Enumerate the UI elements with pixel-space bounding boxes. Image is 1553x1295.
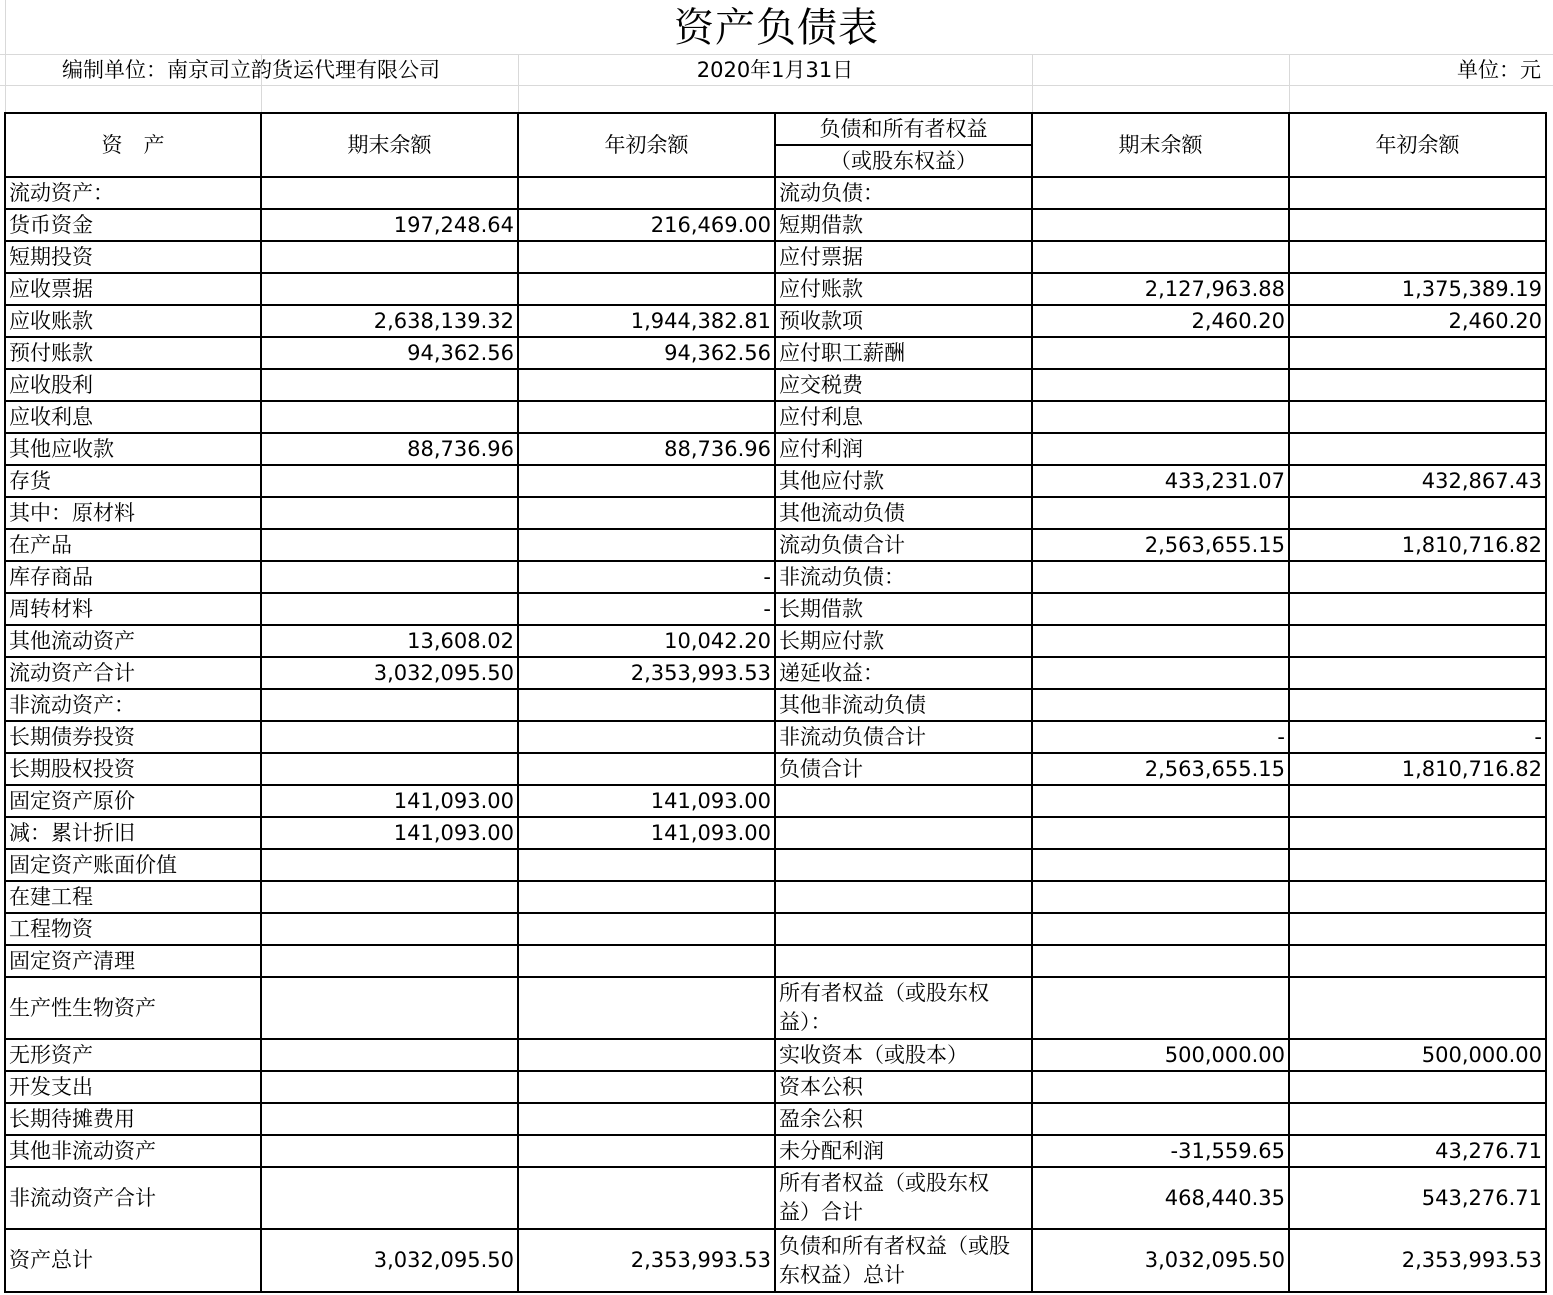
asset-ending-balance[interactable]	[261, 849, 518, 881]
liability-item-label: 应付账款	[779, 277, 863, 301]
liability-beginning-balance[interactable]: 43,276.71	[1435, 1139, 1542, 1163]
liability-ending-balance[interactable]: 2,563,655.15	[1144, 757, 1285, 781]
asset-ending-balance[interactable]: 3,032,095.50	[373, 1248, 514, 1272]
liability-item-label: 所有者权益（或股东权益）合计	[779, 1171, 989, 1224]
asset-ending-balance[interactable]	[261, 465, 518, 497]
asset-beginning-balance[interactable]	[518, 1135, 775, 1167]
asset-ending-balance[interactable]: 197,248.64	[393, 213, 514, 237]
asset-ending-balance[interactable]	[261, 497, 518, 529]
asset-beginning-balance[interactable]: 94,362.56	[664, 341, 771, 365]
liability-item-label: 流动负债合计	[779, 533, 905, 557]
asset-item-label: 周转材料	[9, 597, 93, 621]
liability-ending-balance[interactable]: 500,000.00	[1164, 1043, 1285, 1067]
asset-beginning-balance[interactable]	[518, 849, 775, 881]
asset-item-label: 存货	[9, 469, 51, 493]
liability-ending-balance[interactable]: 2,460.20	[1191, 309, 1285, 333]
header-liabilities-beginning-balance: 年初余额	[1375, 133, 1460, 157]
asset-item-label: 非流动资产：	[9, 693, 135, 717]
liability-item-label	[775, 913, 1032, 945]
asset-ending-balance[interactable]	[261, 369, 518, 401]
liability-item-label: 流动负债：	[779, 181, 884, 205]
asset-item-label: 长期债券投资	[9, 725, 135, 749]
header-liabilities-equity: 负债和所有者权益	[819, 117, 988, 141]
liability-item-label	[775, 881, 1032, 913]
liability-beginning-balance[interactable]	[1289, 241, 1546, 273]
asset-beginning-balance[interactable]	[518, 241, 775, 273]
liability-ending-balance[interactable]: 2,563,655.15	[1144, 533, 1285, 557]
liability-item-label: 所有者权益（或股东权益）：	[779, 981, 989, 1034]
liability-beginning-balance[interactable]: 543,276.71	[1421, 1186, 1542, 1210]
asset-beginning-balance[interactable]	[518, 913, 775, 945]
liability-beginning-balance[interactable]	[1289, 881, 1546, 913]
asset-beginning-balance[interactable]	[518, 465, 775, 497]
liability-item-label: 非流动负债：	[779, 565, 905, 589]
liability-beginning-balance[interactable]	[1289, 785, 1546, 817]
asset-ending-balance[interactable]	[261, 177, 518, 209]
liability-item-label: 非流动负债合计	[779, 725, 926, 749]
liability-item-label: 应付职工薪酬	[779, 341, 905, 365]
asset-ending-balance[interactable]	[261, 977, 518, 1039]
liability-beginning-balance[interactable]	[1289, 369, 1546, 401]
liability-ending-balance[interactable]: 3,032,095.50	[1144, 1248, 1285, 1272]
gridline	[1032, 54, 1033, 112]
asset-ending-balance[interactable]	[261, 273, 518, 305]
liability-ending-balance[interactable]	[1032, 209, 1289, 241]
liability-item-label	[775, 785, 1032, 817]
asset-beginning-balance[interactable]: -	[763, 597, 771, 621]
liability-beginning-balance[interactable]	[1289, 1071, 1546, 1103]
asset-beginning-balance[interactable]	[518, 1039, 775, 1071]
asset-beginning-balance[interactable]	[518, 401, 775, 433]
asset-beginning-balance[interactable]	[518, 945, 775, 977]
asset-beginning-balance[interactable]: 2,353,993.53	[630, 661, 771, 685]
asset-beginning-balance[interactable]: 2,353,993.53	[630, 1248, 771, 1272]
asset-beginning-balance[interactable]	[518, 273, 775, 305]
liability-item-label: 应交税费	[779, 373, 863, 397]
currency-unit: 单位：元	[1457, 58, 1541, 82]
liability-beginning-balance[interactable]	[1289, 497, 1546, 529]
liability-beginning-balance[interactable]	[1289, 945, 1546, 977]
liability-item-label: 盈余公积	[779, 1107, 863, 1131]
asset-ending-balance[interactable]: 2,638,139.32	[373, 309, 514, 333]
liability-item-label: 未分配利润	[779, 1139, 884, 1163]
asset-item-label: 预付账款	[9, 341, 93, 365]
liability-ending-balance[interactable]	[1032, 945, 1289, 977]
gridline	[0, 85, 1553, 86]
liability-ending-balance[interactable]	[1032, 689, 1289, 721]
asset-item-label: 应收票据	[9, 277, 93, 301]
header-liabilities-equity-subtitle: （或股东权益）	[830, 149, 977, 173]
liability-ending-balance[interactable]: -31,559.65	[1170, 1139, 1285, 1163]
liability-beginning-balance[interactable]	[1289, 817, 1546, 849]
liability-ending-balance[interactable]	[1032, 1103, 1289, 1135]
asset-item-label: 固定资产账面价值	[9, 853, 177, 877]
liability-beginning-balance[interactable]: -	[1534, 725, 1542, 749]
asset-beginning-balance[interactable]: 141,093.00	[650, 821, 771, 845]
liability-item-label: 预收款项	[779, 309, 863, 333]
asset-ending-balance[interactable]	[261, 1103, 518, 1135]
liability-item-label: 其他流动负债	[779, 501, 905, 525]
liability-beginning-balance[interactable]: 500,000.00	[1421, 1043, 1542, 1067]
liability-beginning-balance[interactable]	[1289, 913, 1546, 945]
asset-item-label: 应收股利	[9, 373, 93, 397]
liability-beginning-balance[interactable]	[1289, 337, 1546, 369]
liability-beginning-balance[interactable]	[1289, 433, 1546, 465]
liability-ending-balance[interactable]	[1032, 593, 1289, 625]
asset-beginning-balance[interactable]	[518, 369, 775, 401]
liability-beginning-balance[interactable]: 1,810,716.82	[1401, 533, 1542, 557]
liability-ending-balance[interactable]	[1032, 561, 1289, 593]
asset-beginning-balance[interactable]	[518, 1167, 775, 1229]
liability-ending-balance[interactable]	[1032, 369, 1289, 401]
liability-beginning-balance[interactable]: 1,375,389.19	[1401, 277, 1542, 301]
liability-ending-balance[interactable]	[1032, 657, 1289, 689]
asset-ending-balance[interactable]	[261, 401, 518, 433]
asset-beginning-balance[interactable]	[518, 1103, 775, 1135]
asset-ending-balance[interactable]	[261, 593, 518, 625]
asset-ending-balance[interactable]	[261, 721, 518, 753]
header-assets-beginning-balance: 年初余额	[604, 133, 689, 157]
asset-item-label: 流动资产：	[9, 181, 114, 205]
asset-item-label: 库存商品	[9, 565, 93, 589]
liability-beginning-balance[interactable]	[1289, 401, 1546, 433]
gridline	[0, 54, 1553, 55]
asset-item-label: 其中：原材料	[9, 501, 135, 525]
asset-beginning-balance[interactable]	[518, 753, 775, 785]
liability-ending-balance[interactable]	[1032, 977, 1289, 1039]
asset-ending-balance[interactable]	[261, 1135, 518, 1167]
liability-ending-balance[interactable]	[1032, 241, 1289, 273]
liability-ending-balance[interactable]	[1032, 401, 1289, 433]
asset-beginning-balance[interactable]	[518, 529, 775, 561]
asset-item-label: 其他非流动资产	[9, 1139, 156, 1163]
report-date: 2020年1月31日	[696, 58, 854, 82]
liability-ending-balance[interactable]	[1032, 337, 1289, 369]
asset-item-label: 应收利息	[9, 405, 93, 429]
asset-ending-balance[interactable]: 141,093.00	[393, 789, 514, 813]
liability-ending-balance[interactable]	[1032, 497, 1289, 529]
liability-beginning-balance[interactable]	[1289, 689, 1546, 721]
page-title: 资产负债表	[674, 5, 879, 51]
asset-ending-balance[interactable]	[261, 945, 518, 977]
liability-ending-balance[interactable]	[1032, 625, 1289, 657]
asset-item-label: 应收账款	[9, 309, 93, 333]
asset-ending-balance[interactable]	[261, 689, 518, 721]
liability-beginning-balance[interactable]	[1289, 593, 1546, 625]
gridline	[1289, 54, 1290, 112]
liability-ending-balance[interactable]	[1032, 1071, 1289, 1103]
header-assets-ending-balance: 期末余额	[347, 133, 432, 157]
liability-item-label: 长期应付款	[779, 629, 884, 653]
liability-item-label: 应付利润	[779, 437, 863, 461]
header-assets: 资 产	[101, 133, 165, 157]
asset-beginning-balance[interactable]: -	[763, 565, 771, 589]
asset-beginning-balance[interactable]	[518, 977, 775, 1039]
asset-beginning-balance[interactable]	[518, 497, 775, 529]
liability-beginning-balance[interactable]: 1,810,716.82	[1401, 757, 1542, 781]
organization-label: 编制单位：南京司立韵货运代理有限公司	[62, 58, 440, 82]
asset-item-label: 在建工程	[9, 885, 93, 909]
liability-ending-balance[interactable]	[1032, 433, 1289, 465]
asset-ending-balance[interactable]: 141,093.00	[393, 821, 514, 845]
header-liabilities-ending-balance: 期末余额	[1118, 133, 1203, 157]
liability-item-label	[775, 817, 1032, 849]
liability-item-label: 应付票据	[779, 245, 863, 269]
liability-ending-balance[interactable]	[1032, 849, 1289, 881]
liability-beginning-balance[interactable]	[1289, 849, 1546, 881]
liability-beginning-balance[interactable]	[1289, 657, 1546, 689]
asset-beginning-balance[interactable]	[518, 177, 775, 209]
asset-item-label: 流动资产合计	[9, 661, 135, 685]
asset-ending-balance[interactable]	[261, 529, 518, 561]
asset-item-label: 固定资产原价	[9, 789, 135, 813]
liability-beginning-balance[interactable]	[1289, 209, 1546, 241]
liability-beginning-balance[interactable]	[1289, 625, 1546, 657]
liability-item-label	[775, 945, 1032, 977]
asset-beginning-balance[interactable]: 216,469.00	[650, 213, 771, 237]
asset-ending-balance[interactable]	[261, 1039, 518, 1071]
asset-item-label: 资产总计	[9, 1248, 93, 1272]
asset-item-label: 生产性生物资产	[9, 996, 156, 1020]
asset-ending-balance[interactable]	[261, 1167, 518, 1229]
asset-ending-balance[interactable]: 13,608.02	[407, 629, 514, 653]
liability-ending-balance[interactable]: 2,127,963.88	[1144, 277, 1285, 301]
liability-beginning-balance[interactable]: 432,867.43	[1421, 469, 1542, 493]
asset-item-label: 短期投资	[9, 245, 93, 269]
asset-ending-balance[interactable]: 3,032,095.50	[373, 661, 514, 685]
liability-beginning-balance[interactable]	[1289, 177, 1546, 209]
liability-item-label: 其他非流动负债	[779, 693, 926, 717]
liability-item-label: 实收资本（或股本）	[779, 1043, 968, 1067]
liability-ending-balance[interactable]: -	[1277, 725, 1285, 749]
asset-item-label: 长期股权投资	[9, 757, 135, 781]
asset-item-label: 工程物资	[9, 917, 93, 941]
asset-ending-balance[interactable]	[261, 753, 518, 785]
liability-ending-balance[interactable]: 468,440.35	[1164, 1186, 1285, 1210]
liability-item-label: 短期借款	[779, 213, 863, 237]
liability-item-label: 递延收益：	[779, 661, 884, 685]
asset-ending-balance[interactable]	[261, 241, 518, 273]
liability-beginning-balance[interactable]	[1289, 561, 1546, 593]
asset-ending-balance[interactable]: 94,362.56	[407, 341, 514, 365]
asset-ending-balance[interactable]	[261, 1071, 518, 1103]
asset-beginning-balance[interactable]	[518, 721, 775, 753]
liability-ending-balance[interactable]	[1032, 881, 1289, 913]
asset-beginning-balance[interactable]	[518, 881, 775, 913]
liability-ending-balance[interactable]	[1032, 785, 1289, 817]
asset-beginning-balance[interactable]: 141,093.00	[650, 789, 771, 813]
asset-item-label: 无形资产	[9, 1043, 93, 1067]
asset-beginning-balance[interactable]	[518, 1071, 775, 1103]
asset-beginning-balance[interactable]	[518, 689, 775, 721]
asset-item-label: 非流动资产合计	[9, 1186, 156, 1210]
asset-item-label: 其他应收款	[9, 437, 114, 461]
asset-beginning-balance[interactable]: 10,042.20	[664, 629, 771, 653]
liability-item-label: 其他应付款	[779, 469, 884, 493]
liability-item-label: 负债和所有者权益（或股东权益）总计	[779, 1234, 1010, 1287]
liability-item-label	[775, 849, 1032, 881]
asset-beginning-balance[interactable]: 1,944,382.81	[630, 309, 771, 333]
liability-beginning-balance[interactable]: 2,353,993.53	[1401, 1248, 1542, 1272]
asset-item-label: 开发支出	[9, 1075, 93, 1099]
liability-item-label: 资本公积	[779, 1075, 863, 1099]
asset-item-label: 其他流动资产	[9, 629, 135, 653]
liability-ending-balance[interactable]	[1032, 817, 1289, 849]
liability-item-label: 应付利息	[779, 405, 863, 429]
asset-ending-balance[interactable]	[261, 561, 518, 593]
asset-beginning-balance[interactable]: 88,736.96	[664, 437, 771, 461]
asset-item-label: 在产品	[9, 533, 72, 557]
asset-item-label: 减：累计折旧	[9, 821, 135, 845]
liability-beginning-balance[interactable]	[1289, 1103, 1546, 1135]
liability-ending-balance[interactable]: 433,231.07	[1164, 469, 1285, 493]
asset-item-label: 货币资金	[9, 213, 93, 237]
liability-item-label: 长期借款	[779, 597, 863, 621]
asset-item-label: 长期待摊费用	[9, 1107, 135, 1131]
liability-ending-balance[interactable]	[1032, 177, 1289, 209]
liability-item-label: 负债合计	[779, 757, 863, 781]
liability-beginning-balance[interactable]	[1289, 977, 1546, 1039]
asset-ending-balance[interactable]	[261, 881, 518, 913]
liability-beginning-balance[interactable]: 2,460.20	[1448, 309, 1542, 333]
liability-ending-balance[interactable]	[1032, 913, 1289, 945]
asset-ending-balance[interactable]: 88,736.96	[407, 437, 514, 461]
asset-item-label: 固定资产清理	[9, 949, 135, 973]
asset-ending-balance[interactable]	[261, 913, 518, 945]
